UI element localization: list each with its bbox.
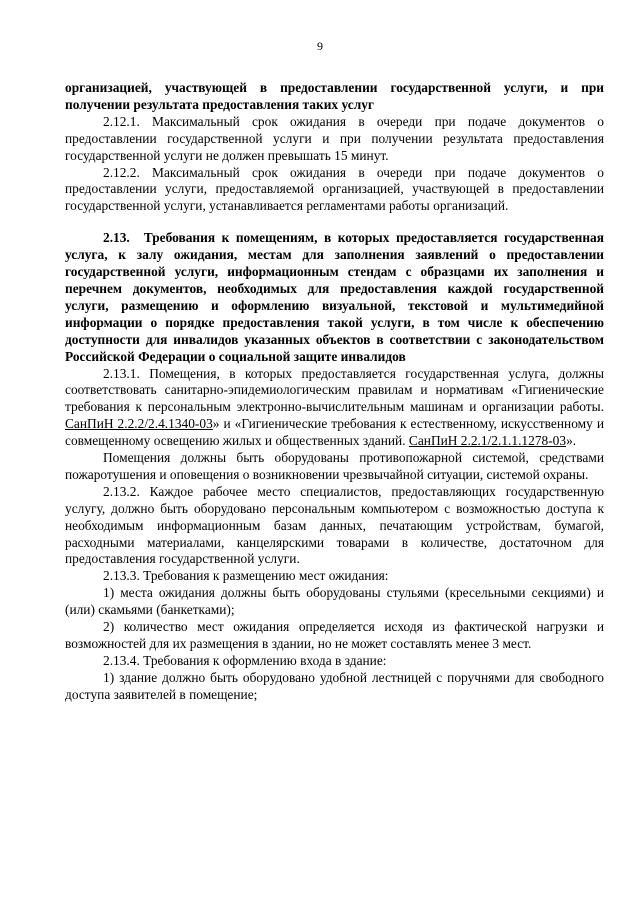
paragraph-text: » и «Гигиенические требования к естественному, искусственному и совмещенному освещению жилых и общественных зданий.: [65, 416, 604, 449]
section-number: 2.13.: [103, 230, 130, 246]
sanpin-link-1278[interactable]: СанПиН 2.2.1/2.1.1.1278-03: [408, 433, 567, 449]
paragraph-2-12-1: 2.12.1. Максимальный срок ожидания в очереди при подаче документов о предоставлении государственной услуги и при получении результата предоставления государственной услуги не должен превышать 15 минут.: [65, 113, 604, 163]
paragraph-premises-equipment: Помещения должны быть оборудованы противопожарной системой, средствами пожаротушения и оповещения о возникновении чрезвычайной ситуации, системой охраны.: [65, 450, 604, 482]
section-heading-2-13: [65, 230, 604, 365]
paragraph-2-12-2: 2.12.2. Максимальный срок ожидания в очереди при подаче документов о предоставлении услуги, предоставляемой организацией, участвующей в предоставлении государственной услуги, устанавливается регламентами работы организаций.: [65, 164, 604, 214]
paragraph-2-13-1: [65, 366, 604, 451]
paragraph-text: ».: [566, 433, 577, 449]
paragraph-text: 2.13.1. Помещения, в которых предоставляется государственная услуга, должны соответствовать санитарно-эпидемиологическим правилам и нормативам «Гигиенические требования к персональным электронно-вычислительным машинам и организации работы.: [65, 365, 604, 415]
continued-heading: организацией, участвующей в предоставлении государственной услуги, и при получении результата предоставления таких услуг: [65, 80, 604, 112]
paragraph-2-13-2: 2.13.2. Каждое рабочее место специалистов, предоставляющих государственную услугу, должно быть оборудовано персональным компьютером с возможностью доступа к необходимым информационным базам данных, печатающим устройствам, бумагой, расходными материалами, канцелярскими товарами в количестве, достаточном для предоставления государственной услуги.: [65, 483, 604, 567]
list-item-waiting-seats: 1) места ожидания должны быть оборудованы стульями (кресельными секциями) и (или) скамьями (банкетками);: [65, 585, 604, 618]
sanpin-link-1340[interactable]: СанПиН 2.2.2/2.4.1340-03: [65, 416, 213, 432]
page-content: [65, 80, 604, 704]
section-title: Требования к помещениям, в которых предоставляется государственная услуга, к залу ожидания, местам для заполнения заявлений о предоставлении государственной услуги, информационным стендам с образцами их заполнения и перечнем документов, необходимых для предоставления каждой государственной услуги, размещению и оформлению визуальной, текстовой и мультимедийной информации о порядке предоставления такой услуги, в том числе к обеспечению доступности для инвалидов указанных объектов в соответствии с законодательством Российской Федерации о социальной защите инвалидов: [65, 230, 604, 364]
list-item-entrance-stairs: 1) здание должно быть оборудовано удобной лестницей с поручнями для свободного доступа заявителей в помещение;: [65, 669, 604, 702]
page-number: 9: [317, 39, 323, 53]
list-item-waiting-count: 2) количество мест ожидания определяется исходя из фактической нагрузки и возможностей для их размещения в здании, но не может составлять менее 3 мест.: [65, 619, 604, 651]
paragraph-2-13-3: 2.13.3. Требования к размещению мест ожидания:: [103, 568, 389, 584]
paragraph-2-13-4: 2.13.4. Требования к оформлению входа в здание:: [103, 652, 387, 668]
section-spacer: [65, 215, 604, 230]
